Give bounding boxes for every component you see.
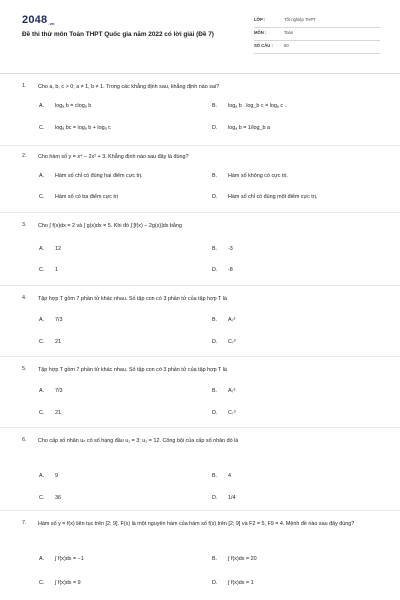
page-header <box>0 0 400 70</box>
option-label: C. <box>39 580 45 586</box>
meta-row-class <box>254 15 380 28</box>
question-number: 4. <box>22 295 27 301</box>
option-text: ∫ f(x)dx = 9 <box>55 580 81 586</box>
option-b[interactable] <box>212 388 235 394</box>
question-number: 7. <box>22 520 27 526</box>
option-d[interactable] <box>212 267 233 273</box>
logo-suffix: .vn <box>48 21 55 26</box>
option-c[interactable] <box>39 495 61 501</box>
option-label: A. <box>39 173 45 179</box>
option-label: D. <box>212 125 218 131</box>
option-text: Hàm số không có cực trị. <box>228 173 288 179</box>
option-a[interactable] <box>39 473 58 479</box>
meta-key: MÔN : <box>254 30 267 35</box>
option-label: A. <box>39 103 45 109</box>
option-a[interactable] <box>39 103 91 109</box>
question-separator <box>0 145 400 146</box>
option-text: 4 <box>228 473 231 479</box>
option-text: 36 <box>55 495 61 501</box>
question-separator <box>0 427 400 428</box>
meta-value: 50 <box>284 43 289 48</box>
option-text: A₇³ <box>228 317 236 323</box>
option-text: 21 <box>55 339 61 345</box>
option-label: D. <box>212 495 218 501</box>
question-text: Cho cấp số nhân uₙ có số hạng đầu u₁ = 3; u₂ = 12. Công bội của cấp số nhân đó là <box>38 438 239 444</box>
option-text: ∫ f(x)dx = 20 <box>228 556 257 562</box>
question-separator <box>0 285 400 286</box>
option-d[interactable] <box>212 580 254 586</box>
option-a[interactable] <box>39 317 63 323</box>
question-number: 2. <box>22 153 27 159</box>
option-b[interactable] <box>212 173 288 179</box>
option-label: D. <box>212 194 218 200</box>
option-label: C. <box>39 194 45 200</box>
option-c[interactable] <box>39 125 111 131</box>
meta-key: LỚP : <box>254 17 266 22</box>
option-text: 12 <box>55 246 61 252</box>
option-text: Hàm số chỉ có đúng một điểm cực trị. <box>228 194 318 200</box>
option-c[interactable] <box>39 580 81 586</box>
logo-text: 2048 <box>22 14 48 26</box>
option-d[interactable] <box>212 495 236 501</box>
option-b[interactable] <box>212 473 231 479</box>
header-divider <box>0 73 400 74</box>
option-text: 9 <box>55 473 58 479</box>
option-c[interactable] <box>39 267 58 273</box>
option-text: C₇³ <box>228 410 236 416</box>
option-text: A₇³ <box>228 388 236 394</box>
meta-row-subject <box>254 28 380 41</box>
site-logo[interactable] <box>22 14 55 26</box>
option-a[interactable] <box>39 173 143 179</box>
option-text: logₐ b = 1/log_b a <box>228 125 271 131</box>
question-number: 3. <box>22 222 27 228</box>
option-c[interactable] <box>39 339 61 345</box>
option-label: A. <box>39 246 45 252</box>
option-text: C₇³ <box>228 339 236 345</box>
option-label: D. <box>212 339 218 345</box>
option-a[interactable] <box>39 556 84 562</box>
meta-value: Tốt nghiệp THPT <box>284 17 316 22</box>
option-label: C. <box>39 125 45 131</box>
option-text: 7/3 <box>55 388 63 394</box>
meta-value: Toán <box>284 30 294 35</box>
option-b[interactable] <box>212 103 286 109</box>
question-separator <box>0 510 400 511</box>
option-text: 1/4 <box>228 495 236 501</box>
option-label: B. <box>212 173 218 179</box>
option-text: Hàm số chỉ có đúng hai điểm cực trị. <box>55 173 143 179</box>
option-label: B. <box>212 556 218 562</box>
option-label: D. <box>212 580 218 586</box>
option-text: logₐ bc = logₐ b + logₐ c <box>55 125 111 131</box>
option-b[interactable] <box>212 317 235 323</box>
option-label: A. <box>39 473 45 479</box>
option-text: ∫ f(x)dx = 1 <box>228 580 254 586</box>
option-label: B. <box>212 317 218 323</box>
question-text: Cho a, b, c > 0; a ≠ 1, b ≠ 1. Trong các khẳng định sau, khẳng định nào sai? <box>38 84 220 90</box>
question-number: 6. <box>22 437 27 443</box>
option-label: C. <box>39 267 45 273</box>
option-label: B. <box>212 388 218 394</box>
option-d[interactable] <box>212 410 236 416</box>
meta-row-count <box>254 41 380 54</box>
question-text: Cho ∫ f(x)dx = 2 và ∫ g(x)dx = 5. Khi đó ∫ [f(x) − 2g(x)]dx bằng <box>38 223 182 229</box>
option-label: B. <box>212 473 218 479</box>
option-label: B. <box>212 103 218 109</box>
meta-key: SỐ CÂU : <box>254 43 273 48</box>
option-text: 7/3 <box>55 317 63 323</box>
question-text: Hàm số y = f(x) liên tục trên [2; 9]. F(x) là một nguyên hàm của hàm số f(x) trên [2; 9] và F2 = 5, F9 = 4. Mệnh đề nào sau đây đúng? <box>38 521 355 527</box>
question-separator <box>0 356 400 357</box>
option-text: -3 <box>228 246 233 252</box>
exam-meta <box>254 15 380 54</box>
option-text: 1 <box>55 267 58 273</box>
option-c[interactable] <box>39 410 61 416</box>
option-text: -8 <box>228 267 233 273</box>
question-text: Tập hợp T gồm 7 phần tử khác nhau. Số tập con có 3 phần tử của tập hợp T là <box>38 296 227 302</box>
question-number: 1. <box>22 83 27 89</box>
option-text: 21 <box>55 410 61 416</box>
option-text: Hàm số có ba điểm cực trị <box>55 194 118 200</box>
option-c[interactable] <box>39 194 118 200</box>
option-label: C. <box>39 495 45 501</box>
option-label: A. <box>39 388 45 394</box>
option-b[interactable] <box>212 556 257 562</box>
option-d[interactable] <box>212 125 270 131</box>
option-label: C. <box>39 410 45 416</box>
question-text: Tập hợp T gồm 7 phần tử khác nhau. Số tập con có 3 phần tử của tập hợp T là <box>38 367 227 373</box>
option-d[interactable] <box>212 339 236 345</box>
option-text: ∫ f(x)dx = −1 <box>55 556 84 562</box>
option-label: B. <box>212 246 218 252</box>
question-text: Cho hàm số y = x⁴ − 2x² + 3. Khẳng định nào sau đây là đúng? <box>38 154 189 160</box>
exam-title: Đề thi thử môn Toán THPT Quốc gia năm 2022 có lời giải (Đề 7) <box>22 31 214 38</box>
option-d[interactable] <box>212 194 317 200</box>
option-label: D. <box>212 410 218 416</box>
option-a[interactable] <box>39 388 63 394</box>
option-a[interactable] <box>39 246 61 252</box>
option-label: A. <box>39 317 45 323</box>
question-number: 5. <box>22 366 27 372</box>
option-label: D. <box>212 267 218 273</box>
question-separator <box>0 212 400 213</box>
option-b[interactable] <box>212 246 233 252</box>
option-label: C. <box>39 339 45 345</box>
option-text: logₐ b . log_b c = logₐ c . <box>228 103 287 109</box>
option-text: logₐ b = clogₐ b <box>55 103 92 109</box>
option-label: A. <box>39 556 45 562</box>
